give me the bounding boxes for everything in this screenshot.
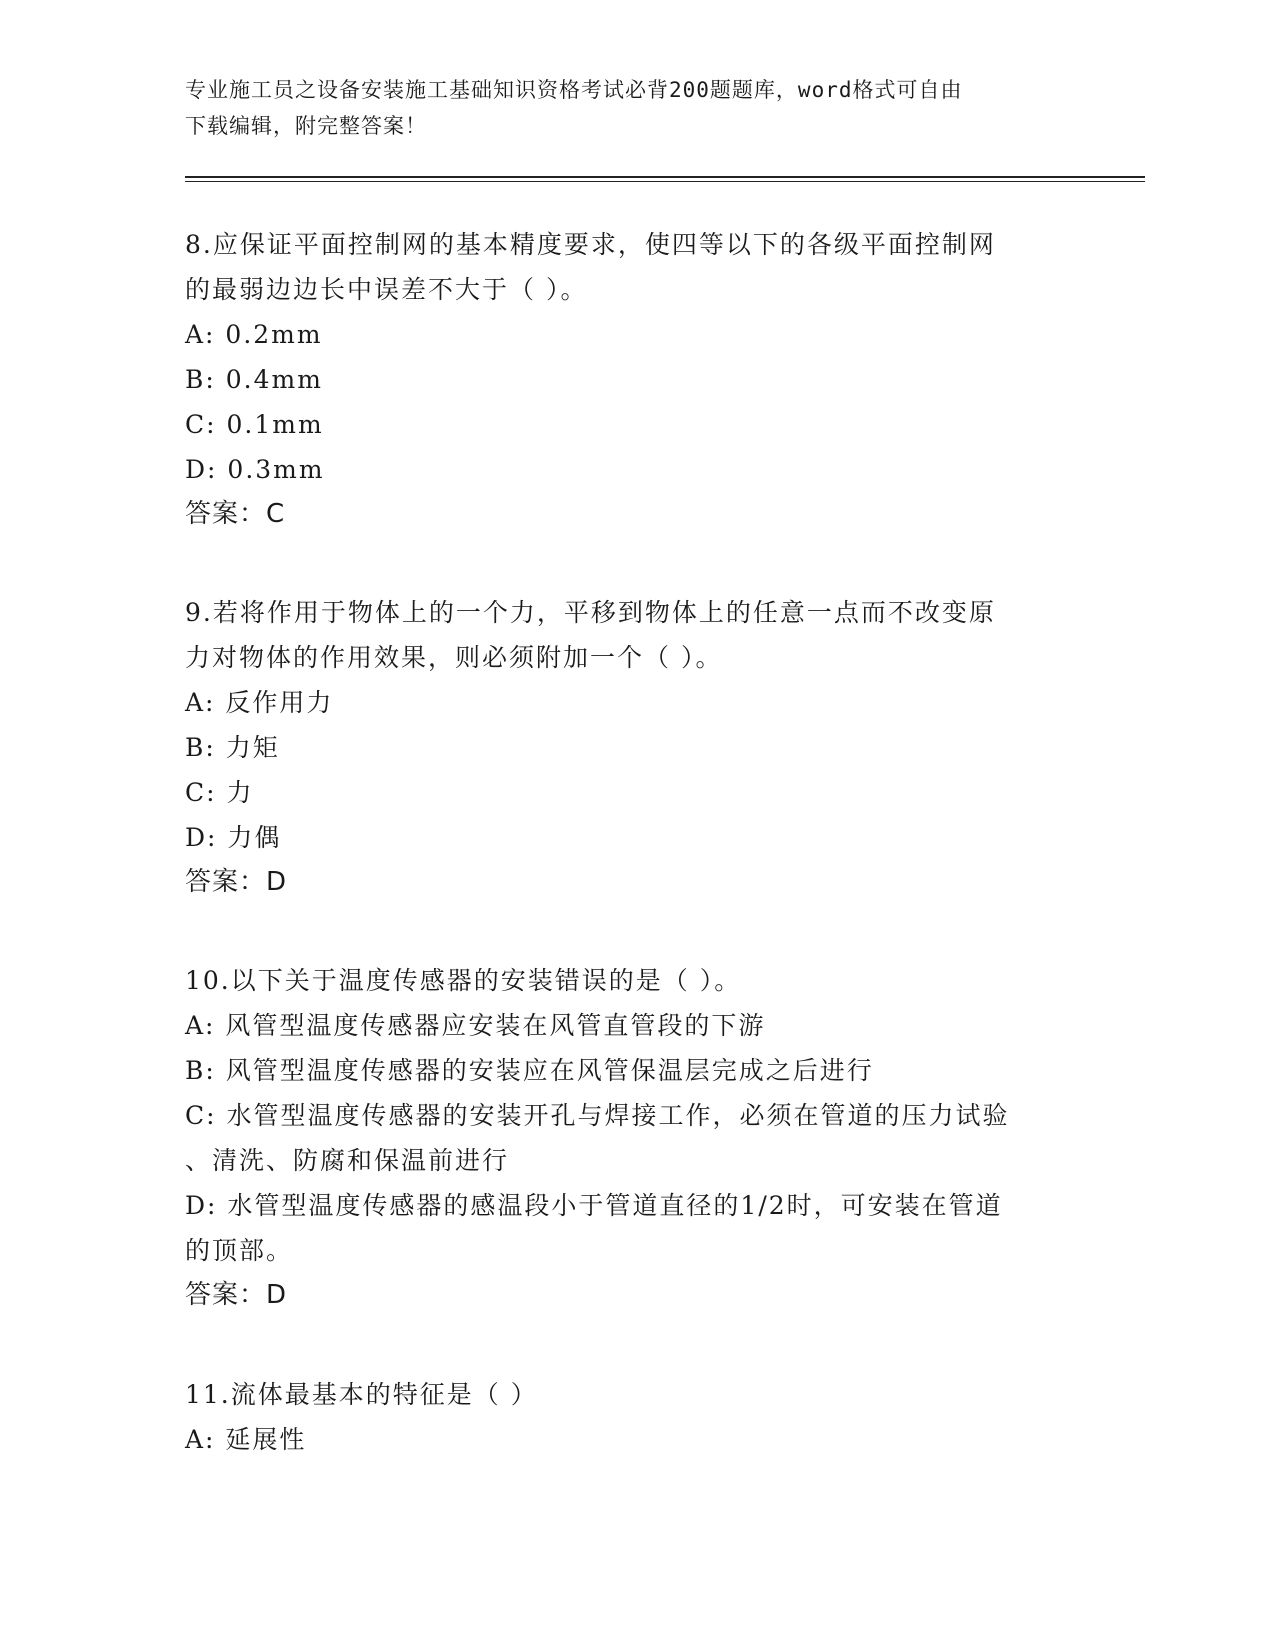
- option-a: A: 延展性: [185, 1425, 307, 1454]
- question-stem: 8.应保证平面控制网的基本精度要求，使四等以下的各级平面控制网: [185, 230, 996, 259]
- question-stem: 力对物体的作用效果，则必须附加一个（ ）。: [185, 643, 723, 672]
- question-11: [185, 1372, 1065, 1462]
- question-8: [185, 222, 1065, 537]
- option-c: C: 0.1mm: [185, 410, 324, 439]
- header-divider-thin: [185, 181, 1145, 182]
- option-b: B: 0.4mm: [185, 365, 323, 394]
- option-d: D: 力偶: [185, 823, 282, 852]
- option-a: A: 反作用力: [185, 688, 334, 717]
- question-stem: 11.流体最基本的特征是（ ）: [185, 1380, 538, 1409]
- question-9: [185, 590, 1065, 905]
- header-line-1: 专业施工员之设备安装施工基础知识资格考试必背200题题库，word格式可自由: [185, 78, 963, 102]
- answer: 答案：C: [185, 499, 286, 529]
- question-10: [185, 958, 1065, 1318]
- answer: 答案：D: [185, 867, 288, 897]
- option-c: C: 力: [185, 778, 254, 807]
- option-c: C: 水管型温度传感器的安装开孔与焊接工作，必须在管道的压力试验: [185, 1101, 1010, 1130]
- option-b: B: 力矩: [185, 733, 280, 762]
- question-stem: 9.若将作用于物体上的一个力，平移到物体上的任意一点而不改变原: [185, 598, 996, 627]
- answer: 答案：D: [185, 1280, 288, 1310]
- option-d: D: 0.3mm: [185, 455, 325, 484]
- option-c-continued: 、清洗、防腐和保温前进行: [185, 1146, 510, 1175]
- header-divider: [185, 176, 1145, 178]
- option-b: B: 风管型温度传感器的安装应在风管保温层完成之后进行: [185, 1056, 874, 1085]
- option-a: A: 风管型温度传感器应安装在风管直管段的下游: [185, 1011, 766, 1040]
- header-line-2: 下载编辑，附完整答案！: [185, 114, 427, 138]
- question-stem: 的最弱边边长中误差不大于（ ）。: [185, 275, 588, 304]
- question-stem: 10.以下关于温度传感器的安装错误的是（ ）。: [185, 966, 742, 995]
- option-a: A: 0.2mm: [185, 320, 323, 349]
- option-d: D: 水管型温度传感器的感温段小于管道直径的1/2时，可安装在管道: [185, 1191, 1003, 1220]
- option-d-continued: 的顶部。: [185, 1236, 294, 1265]
- document-header: [185, 72, 1065, 144]
